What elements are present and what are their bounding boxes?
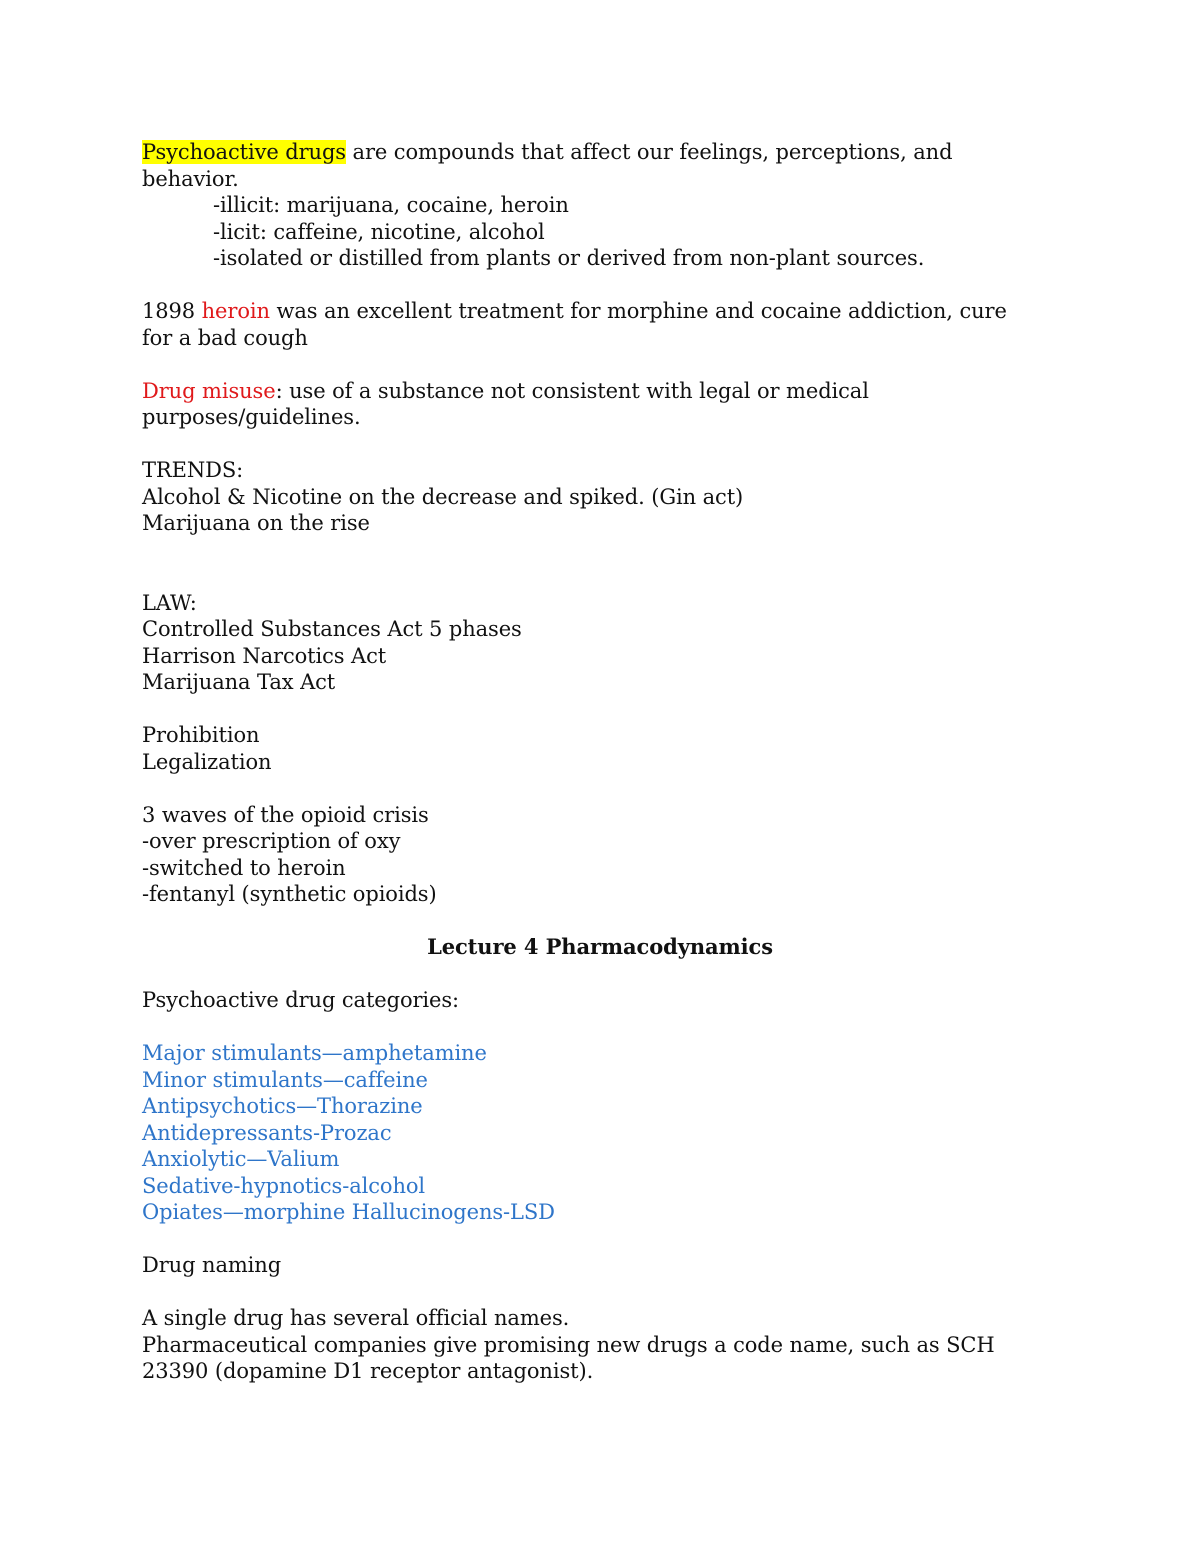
category-item: Opiates—morphine Hallucinogens-LSD bbox=[142, 1200, 555, 1224]
intro-bullet: -licit: caffeine, nicotine, alcohol bbox=[213, 219, 545, 244]
category-item: Sedative-hypnotics-alcohol bbox=[142, 1173, 426, 1198]
naming-label: Drug naming bbox=[142, 1253, 282, 1277]
heroin-paragraph bbox=[142, 298, 1032, 351]
intro-bullet: -isolated or distilled from plants or derived from non-plant sources. bbox=[213, 246, 925, 270]
opioid-line: -fentanyl (synthetic opioids) bbox=[142, 882, 437, 906]
opioid-line: -over prescription of oxy bbox=[142, 829, 401, 853]
categories-label: Psychoactive drug categories: bbox=[142, 988, 460, 1012]
naming-line: Pharmaceutical companies give promising new drugs a code name, such as SCH 23390 (dopamine D1 receptor antagonist). bbox=[142, 1332, 995, 1383]
law-line: Harrison Narcotics Act bbox=[142, 643, 387, 668]
category-item: Anxiolytic—Valium bbox=[142, 1147, 340, 1171]
law-label: LAW: bbox=[142, 590, 197, 615]
document-page bbox=[142, 139, 1042, 1385]
policy-line: Prohibition bbox=[142, 723, 260, 747]
heroin-year: 1898 bbox=[142, 299, 202, 323]
policy-line: Legalization bbox=[142, 749, 272, 774]
highlighted-term: Psychoactive drugs bbox=[142, 140, 346, 164]
misuse-term: Drug misuse bbox=[142, 378, 276, 403]
category-item: Minor stimulants—caffeine bbox=[142, 1067, 428, 1092]
intro-definition-text: are compounds that affect our feelings, perceptions, and behavior. bbox=[142, 140, 953, 191]
misuse-text: : use of a substance not consistent with legal or medical purposes/guidelines. bbox=[142, 378, 869, 429]
category-item: Major stimulants—amphetamine bbox=[142, 1041, 487, 1065]
intro-bullet: -illicit: marijuana, cocaine, heroin bbox=[213, 193, 569, 217]
law-line: Marijuana Tax Act bbox=[142, 670, 336, 694]
opioid-line: -switched to heroin bbox=[142, 855, 346, 880]
naming-line: A single drug has several official names. bbox=[142, 1306, 570, 1330]
trends-label: TRENDS: bbox=[142, 458, 244, 482]
lecture-heading: Lecture 4 Pharmacodynamics bbox=[427, 934, 773, 959]
heroin-term: heroin bbox=[201, 299, 270, 323]
opioid-label: 3 waves of the opioid crisis bbox=[142, 802, 429, 827]
trends-line: Marijuana on the rise bbox=[142, 511, 370, 535]
heroin-text: was an excellent treatment for morphine and cocaine addiction, cure for a bad cough bbox=[142, 299, 1007, 350]
trends-line: Alcohol & Nicotine on the decrease and spiked. (Gin act) bbox=[142, 484, 744, 509]
misuse-paragraph bbox=[142, 378, 1032, 431]
intro-definition bbox=[142, 139, 1032, 192]
category-item: Antidepressants-Prozac bbox=[142, 1120, 392, 1145]
law-line: Controlled Substances Act 5 phases bbox=[142, 617, 522, 641]
category-item: Antipsychotics—Thorazine bbox=[142, 1094, 423, 1118]
